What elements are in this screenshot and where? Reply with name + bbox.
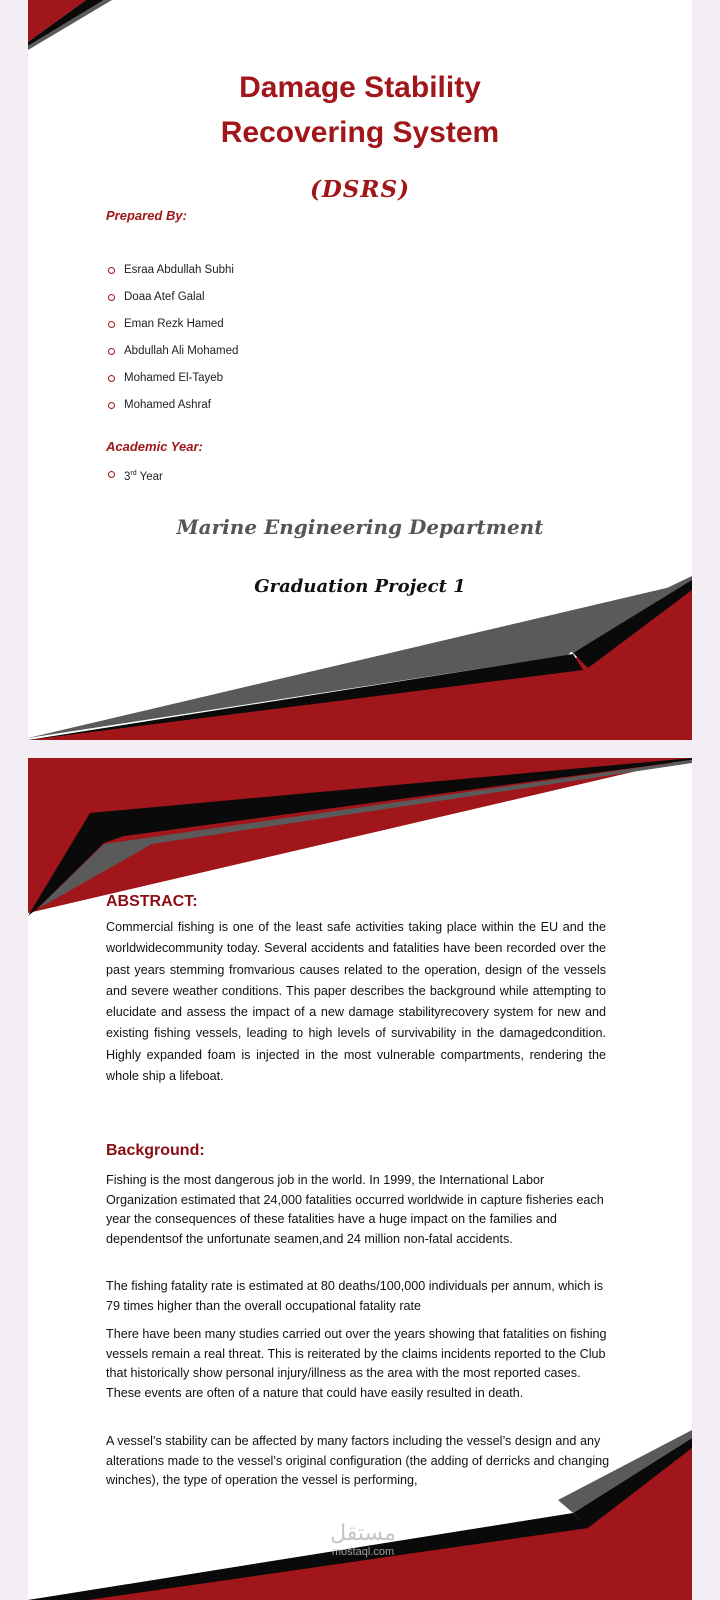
- bullet-icon: [108, 267, 115, 274]
- background-paragraph-2: The fishing fatality rate is estimated at 80 deaths/100,000 individuals per annum, which is 79 times higher than the overall occupational fatality rate: [106, 1279, 604, 1313]
- list-item: [106, 371, 238, 398]
- author-name: Doaa Atef Galal: [124, 291, 205, 303]
- project-name: Graduation Project 1: [254, 576, 466, 597]
- academic-year-label: Academic Year:: [106, 439, 203, 454]
- background-paragraph-4: A vessel’s stability can be affected by many factors including the vessel’s design and any alterations made to the vessel’s original configuration (the adding of derricks and changing winches), the type of operation the vessel is performing,: [106, 1434, 610, 1488]
- document-title-line-2: Recovering System: [220, 116, 500, 149]
- bullet-icon: [108, 402, 115, 409]
- list-item: [106, 398, 238, 425]
- year-word: Year: [136, 470, 163, 483]
- academic-year-value: [124, 471, 163, 483]
- document-title-line-1: Damage Stability: [239, 71, 481, 104]
- author-name: Mohamed Ashraf: [124, 399, 211, 411]
- academic-year-list: [106, 467, 163, 494]
- bullet-icon: [108, 294, 115, 301]
- bullet-icon: [108, 348, 115, 355]
- list-item: [106, 467, 163, 494]
- year-number: 3: [124, 470, 131, 483]
- bullet-icon: [108, 471, 115, 478]
- list-item: [106, 290, 238, 317]
- department-name: Marine Engineering Department: [176, 515, 544, 539]
- abstract-text: Commercial fishing is one of the least safe activities taking place within the EU and the worldwidecommunity today. Several accidents and fatalities have been recorded over the past years stemming fromvarious causes related to the operation, design of the vessels and severe weather conditions. This paper describes the background while attempting to elucidate and assess the impact of a new damage stabilityrecovery system for new and existing fishing vessels, leading to high levels of survivability in the damagedcondition. Highly expanded foam is injected in the most vulnerable compartments, rendering the whole ship a lifeboat.: [106, 920, 606, 1084]
- authors-list: [106, 263, 238, 425]
- bullet-icon: [108, 321, 115, 328]
- list-item: [106, 263, 238, 290]
- author-name: Eman Rezk Hamed: [124, 318, 224, 330]
- document-abbreviation: (DSRS): [309, 176, 411, 203]
- abstract-heading: ABSTRACT:: [106, 893, 198, 910]
- watermark-logo: [313, 1522, 413, 1558]
- content-page: [28, 758, 692, 1600]
- year-suffix: rd: [130, 470, 137, 477]
- list-item: [106, 344, 238, 371]
- author-name: Mohamed El-Tayeb: [124, 372, 224, 384]
- author-name: Esraa Abdullah Subhi: [124, 264, 234, 276]
- watermark-sub-text: mostaql.com: [331, 1546, 395, 1558]
- background-heading: Background:: [106, 1142, 205, 1159]
- background-paragraph-3: There have been many studies carried out over the years showing that fatalities on fishing vessels remain a real threat. This is reiterated by the claims incidents reported to the Club that historically show personal injury/illness as the area with the most reported cases. These events are often of a nature that could have easily resulted in death.: [106, 1327, 607, 1401]
- watermark-main-text: مستقل: [330, 1521, 396, 1546]
- list-item: [106, 317, 238, 344]
- author-name: Abdullah Ali Mohamed: [124, 345, 239, 357]
- background-paragraph-1: Fishing is the most dangerous job in the world. In 1999, the International Labor Organization estimated that 24,000 fatalities occurred worldwide in capture fisheries each year the consequences of these fatalities have a huge impact on the families and dependentsof the unfortunate seamen,and 24 million non-fatal accidents.: [106, 1173, 604, 1247]
- prepared-by-label: Prepared By:: [106, 208, 187, 223]
- cover-page: [28, 0, 692, 740]
- bullet-icon: [108, 375, 115, 382]
